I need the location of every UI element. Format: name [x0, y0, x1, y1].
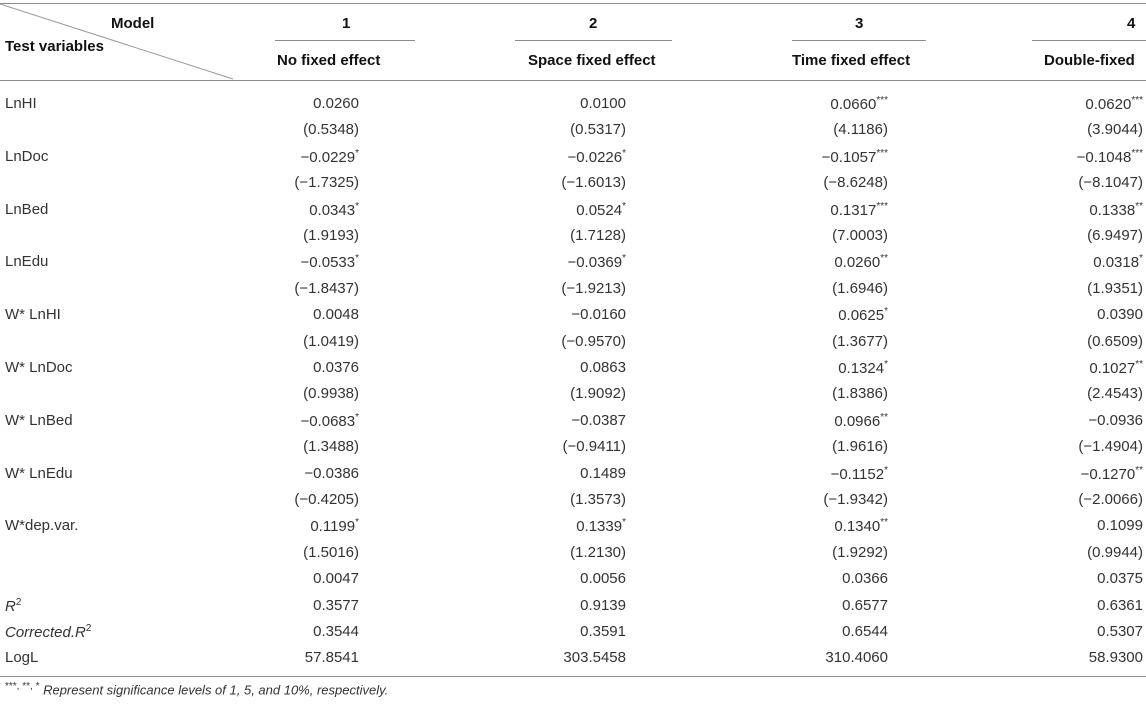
table-cell: 0.0366 [842, 570, 888, 588]
table-cell: 0.1338** [1089, 200, 1143, 219]
table-cell: (7.0003) [832, 227, 888, 244]
table-cell: −0.0386 [304, 464, 359, 482]
col2-number: 2 [589, 15, 598, 32]
table-cell: (0.9944) [1087, 543, 1143, 561]
table-cell: (1.9193) [303, 227, 359, 244]
corner-model-label: Model [111, 15, 155, 32]
table-cell: (0.5317) [570, 121, 626, 139]
row-label: $Corrected.R^2$ [5, 623, 92, 641]
row-label: LnDoc [5, 147, 49, 165]
table-cell: 0.0625* [838, 306, 888, 325]
row-label: LnBed [5, 200, 49, 218]
table-cell: 0.6577 [842, 596, 888, 614]
table-cell: 0.1027** [1089, 359, 1143, 377]
table-cell: (−0.9411) [562, 438, 626, 456]
table-cell: 58.9300 [1088, 649, 1143, 667]
table-cell: (−1.6013) [561, 174, 626, 192]
row-label: W* LnHI [5, 306, 61, 324]
table-cell: 0.0376 [313, 359, 359, 376]
table-footnote: ***, **, * Represent significance levels of 1, 5, and 10%, respectively. [5, 681, 389, 698]
table-cell: 0.0620*** [1085, 95, 1143, 113]
row-label: W* LnBed [5, 411, 73, 429]
row-label: LnHI [5, 95, 37, 112]
table-cell: −0.0160 [571, 306, 626, 324]
table-cell: (−1.7325) [294, 174, 359, 192]
table-cell: (−8.6248) [823, 174, 888, 192]
table-cell: −0.0387 [571, 411, 626, 429]
table-cell: (1.9092) [570, 385, 626, 403]
table-cell: 0.0660*** [830, 95, 888, 113]
table-cell: 0.0260** [834, 253, 888, 272]
table-cell: 0.1324* [838, 359, 888, 377]
table-cell: 0.1317*** [830, 200, 888, 219]
table-cell: 310.4060 [825, 649, 888, 667]
table-cell: 57.8541 [304, 649, 359, 667]
col1-number: 1 [342, 15, 351, 32]
col2-underline [515, 40, 672, 41]
row-label: $R^2$ [5, 596, 22, 615]
row-label: LnEdu [5, 253, 49, 271]
table-cell: (−8.1047) [1078, 174, 1143, 192]
table-cell: 0.0260 [313, 95, 359, 112]
table-cell: 0.3544 [313, 623, 359, 640]
table-cell: 0.6544 [842, 623, 888, 640]
table-cell: 0.3577 [313, 596, 359, 614]
table-cell: (2.4543) [1087, 385, 1143, 403]
table-cell: (1.3677) [832, 332, 888, 350]
table-cell: (1.9616) [832, 438, 888, 456]
table-cell: 0.9139 [580, 596, 626, 614]
corner-test-variables-label: Test variables [5, 38, 104, 55]
table-cell: 0.0047 [313, 570, 359, 588]
bottom-rule [0, 676, 1146, 677]
table-cell: (−1.4904) [1078, 438, 1143, 456]
table-cell: (1.3573) [570, 491, 626, 508]
table-cell: (−1.9213) [561, 279, 626, 297]
col4-label: Double-fixed [1044, 52, 1135, 69]
table-cell: (−1.8437) [294, 279, 359, 297]
table-cell: (−2.0066) [1078, 491, 1143, 508]
table-cell: 0.0524* [576, 200, 626, 219]
table-cell: −0.0936 [1088, 411, 1143, 429]
table-cell: 303.5458 [563, 649, 626, 667]
table-cell: (1.6946) [832, 279, 888, 297]
table-cell: 0.1199* [310, 517, 359, 536]
table-cell: 0.5307 [1097, 623, 1143, 640]
table-cell: 0.1099 [1097, 517, 1143, 535]
table-cell: −0.1057*** [821, 147, 888, 166]
table-cell: (1.5016) [303, 543, 359, 561]
table-cell: −0.1152* [830, 464, 888, 483]
row-label: W*dep.var. [5, 517, 79, 535]
table-cell: (1.7128) [570, 227, 626, 244]
table-cell: (1.0419) [303, 332, 359, 350]
table-cell: 0.3591 [580, 623, 626, 640]
table-cell: (6.9497) [1087, 227, 1143, 244]
col1-underline [275, 40, 415, 41]
table-cell: 0.0100 [580, 95, 626, 112]
table-cell: 0.0056 [580, 570, 626, 588]
table-cell: 0.1489 [580, 464, 626, 482]
row-label: W* LnEdu [5, 464, 73, 482]
table-cell: (0.6509) [1087, 332, 1143, 350]
table-cell: 0.0343* [309, 200, 359, 219]
table-cell: 0.6361 [1097, 596, 1143, 614]
table-cell: −0.0533* [300, 253, 359, 272]
table-cell: −0.1270** [1080, 464, 1143, 483]
table-cell: (−0.4205) [294, 491, 359, 508]
col4-number: 4 [1127, 15, 1136, 32]
row-label: LogL [5, 649, 39, 667]
table-cell: 0.1339* [576, 517, 626, 536]
col4-underline [1032, 40, 1146, 41]
col2-label: Space fixed effect [528, 52, 656, 69]
row-label: W* LnDoc [5, 359, 73, 376]
table-cell: −0.0226* [567, 147, 626, 166]
table-cell: (1.3488) [303, 438, 359, 456]
col3-label: Time fixed effect [792, 52, 911, 69]
table-cell: −0.0369* [567, 253, 626, 272]
col3-number: 3 [855, 15, 864, 32]
table-cell: 0.0966** [834, 411, 888, 430]
table-cell: 0.0318* [1093, 253, 1143, 272]
table-cell: (1.2130) [570, 543, 626, 561]
table-cell: −0.0683* [300, 411, 359, 430]
table-cell: (0.5348) [303, 121, 359, 139]
table-cell: 0.0863 [580, 359, 626, 376]
table-cell: 0.0375 [1097, 570, 1143, 588]
table-cell: −0.1048*** [1076, 147, 1143, 166]
table-cell: (1.9292) [832, 543, 888, 561]
table-cell: (−1.9342) [823, 491, 888, 508]
table-cell: 0.0048 [313, 306, 359, 324]
table-cell: 0.0390 [1097, 306, 1143, 324]
table-cell: (1.9351) [1087, 279, 1143, 297]
table-cell: (4.1186) [833, 121, 888, 139]
table-cell: 0.1340** [834, 517, 888, 536]
col3-underline [792, 40, 926, 41]
table-cell: −0.0229* [300, 147, 359, 166]
col1-label: No fixed effect [277, 52, 381, 69]
table-cell: (−0.9570) [561, 332, 626, 350]
table-cell: (0.9938) [303, 385, 359, 403]
table-cell: (3.9044) [1087, 121, 1143, 139]
table-cell: (1.8386) [832, 385, 888, 403]
